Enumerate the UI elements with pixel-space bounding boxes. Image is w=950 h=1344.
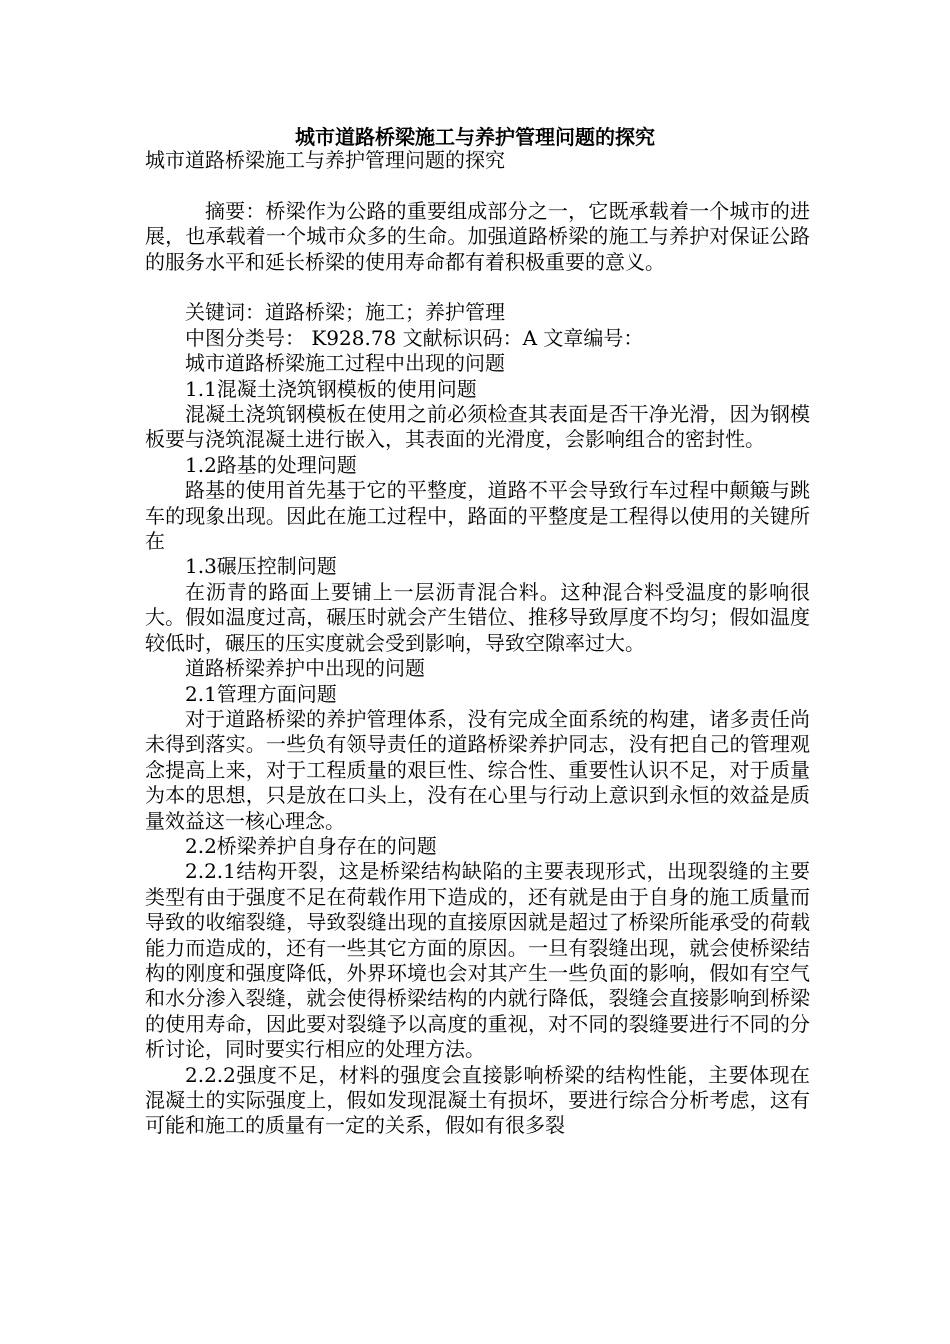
body-paragraph: 2.2.1结构开裂，这是桥梁结构缺陷的主要表现形式，出现裂缝的主要类型有由于强度不足在荷载作用下造成的，还有就是由于自身的施工质量而导致的收缩裂缝，导致裂缝出现的直接原因就是超过了桥梁所能承受的荷载能力而造成的，还有一些其它方面的原因。一旦有裂缝出现，就会使桥梁结构的刚度和强度降低，外界环境也会对其产生一些负面的影响，假如有空气和水分渗入裂缝，就会使得桥梁结构的内就行降低，裂缝会直接影响到桥梁的使用寿命，因此要对裂缝予以高度的重视，对不同的裂缝要进行不同的分析讨论，同时要实行相应的处理方法。 <box>145 859 810 1062</box>
classification-line: 中图分类号： K928.78 文献标识码：A 文章编号： <box>185 325 644 350</box>
section-heading: 道路桥梁养护中出现的问题 <box>185 656 425 681</box>
body-paragraph: 混凝土浇筑钢模板在使用之前必须检查其表面是否干净光滑，因为钢模板要与浇筑混凝土进行嵌入，其表面的光滑度，会影响组合的密封性。 <box>145 402 810 452</box>
blank-line <box>145 173 810 198</box>
abstract-paragraph: 摘要：桥梁作为公路的重要组成部分之一，它既承载着一个城市的进展，也承载着一个城市众多的生命。加强道路桥梁的施工与养护对保证公路的服务水平和延长桥梁的使用寿命都有着积极重要的意义。 <box>145 198 810 274</box>
document-body <box>145 148 810 1139</box>
subsection-heading: 1.1混凝土浇筑钢模板的使用问题 <box>185 376 477 401</box>
keywords-line: 关键词：道路桥梁；施工；养护管理 <box>185 300 505 325</box>
blank-line <box>145 275 810 300</box>
body-paragraph: 在沥青的路面上要铺上一层沥青混合料。这种混合料受温度的影响很大。假如温度过高，碾压时就会产生错位、推移导致厚度不均匀；假如温度较低时，碾压的压实度就会受到影响，导致空隙率过大。 <box>145 579 810 655</box>
document-title: 城市道路桥梁施工与养护管理问题的探究 <box>295 125 655 149</box>
document-subtitle: 城市道路桥梁施工与养护管理问题的探究 <box>145 148 505 172</box>
subsection-heading: 1.2路基的处理问题 <box>185 452 357 477</box>
body-paragraph: 2.2.2强度不足，材料的强度会直接影响桥梁的结构性能，主要体现在混凝土的实际强度上，假如发现混凝土有损坏，要进行综合分析考虑，这有可能和施工的质量有一定的关系，假如有很多裂 <box>145 1062 810 1138</box>
subsection-heading: 1.3碾压控制问题 <box>185 554 337 579</box>
subsection-heading: 2.2桥梁养护自身存在的问题 <box>185 833 437 858</box>
section-heading: 城市道路桥梁施工过程中出现的问题 <box>185 351 505 376</box>
subsection-heading: 2.1管理方面问题 <box>185 681 337 706</box>
body-paragraph: 路基的使用首先基于它的平整度，道路不平会导致行车过程中颠簸与跳车的现象出现。因此在施工过程中，路面的平整度是工程得以使用的关键所在 <box>145 478 810 554</box>
body-paragraph: 对于道路桥梁的养护管理体系，没有完成全面系统的构建，诸多责任尚未得到落实。一些负有领导责任的道路桥梁养护同志，没有把自己的管理观念提高上来，对于工程质量的艰巨性、综合性、重要性认识不足，对于质量为本的思想，只是放在口头上，没有在心里与行动上意识到永恒的效益是质量效益这一核心理念。 <box>145 706 810 833</box>
